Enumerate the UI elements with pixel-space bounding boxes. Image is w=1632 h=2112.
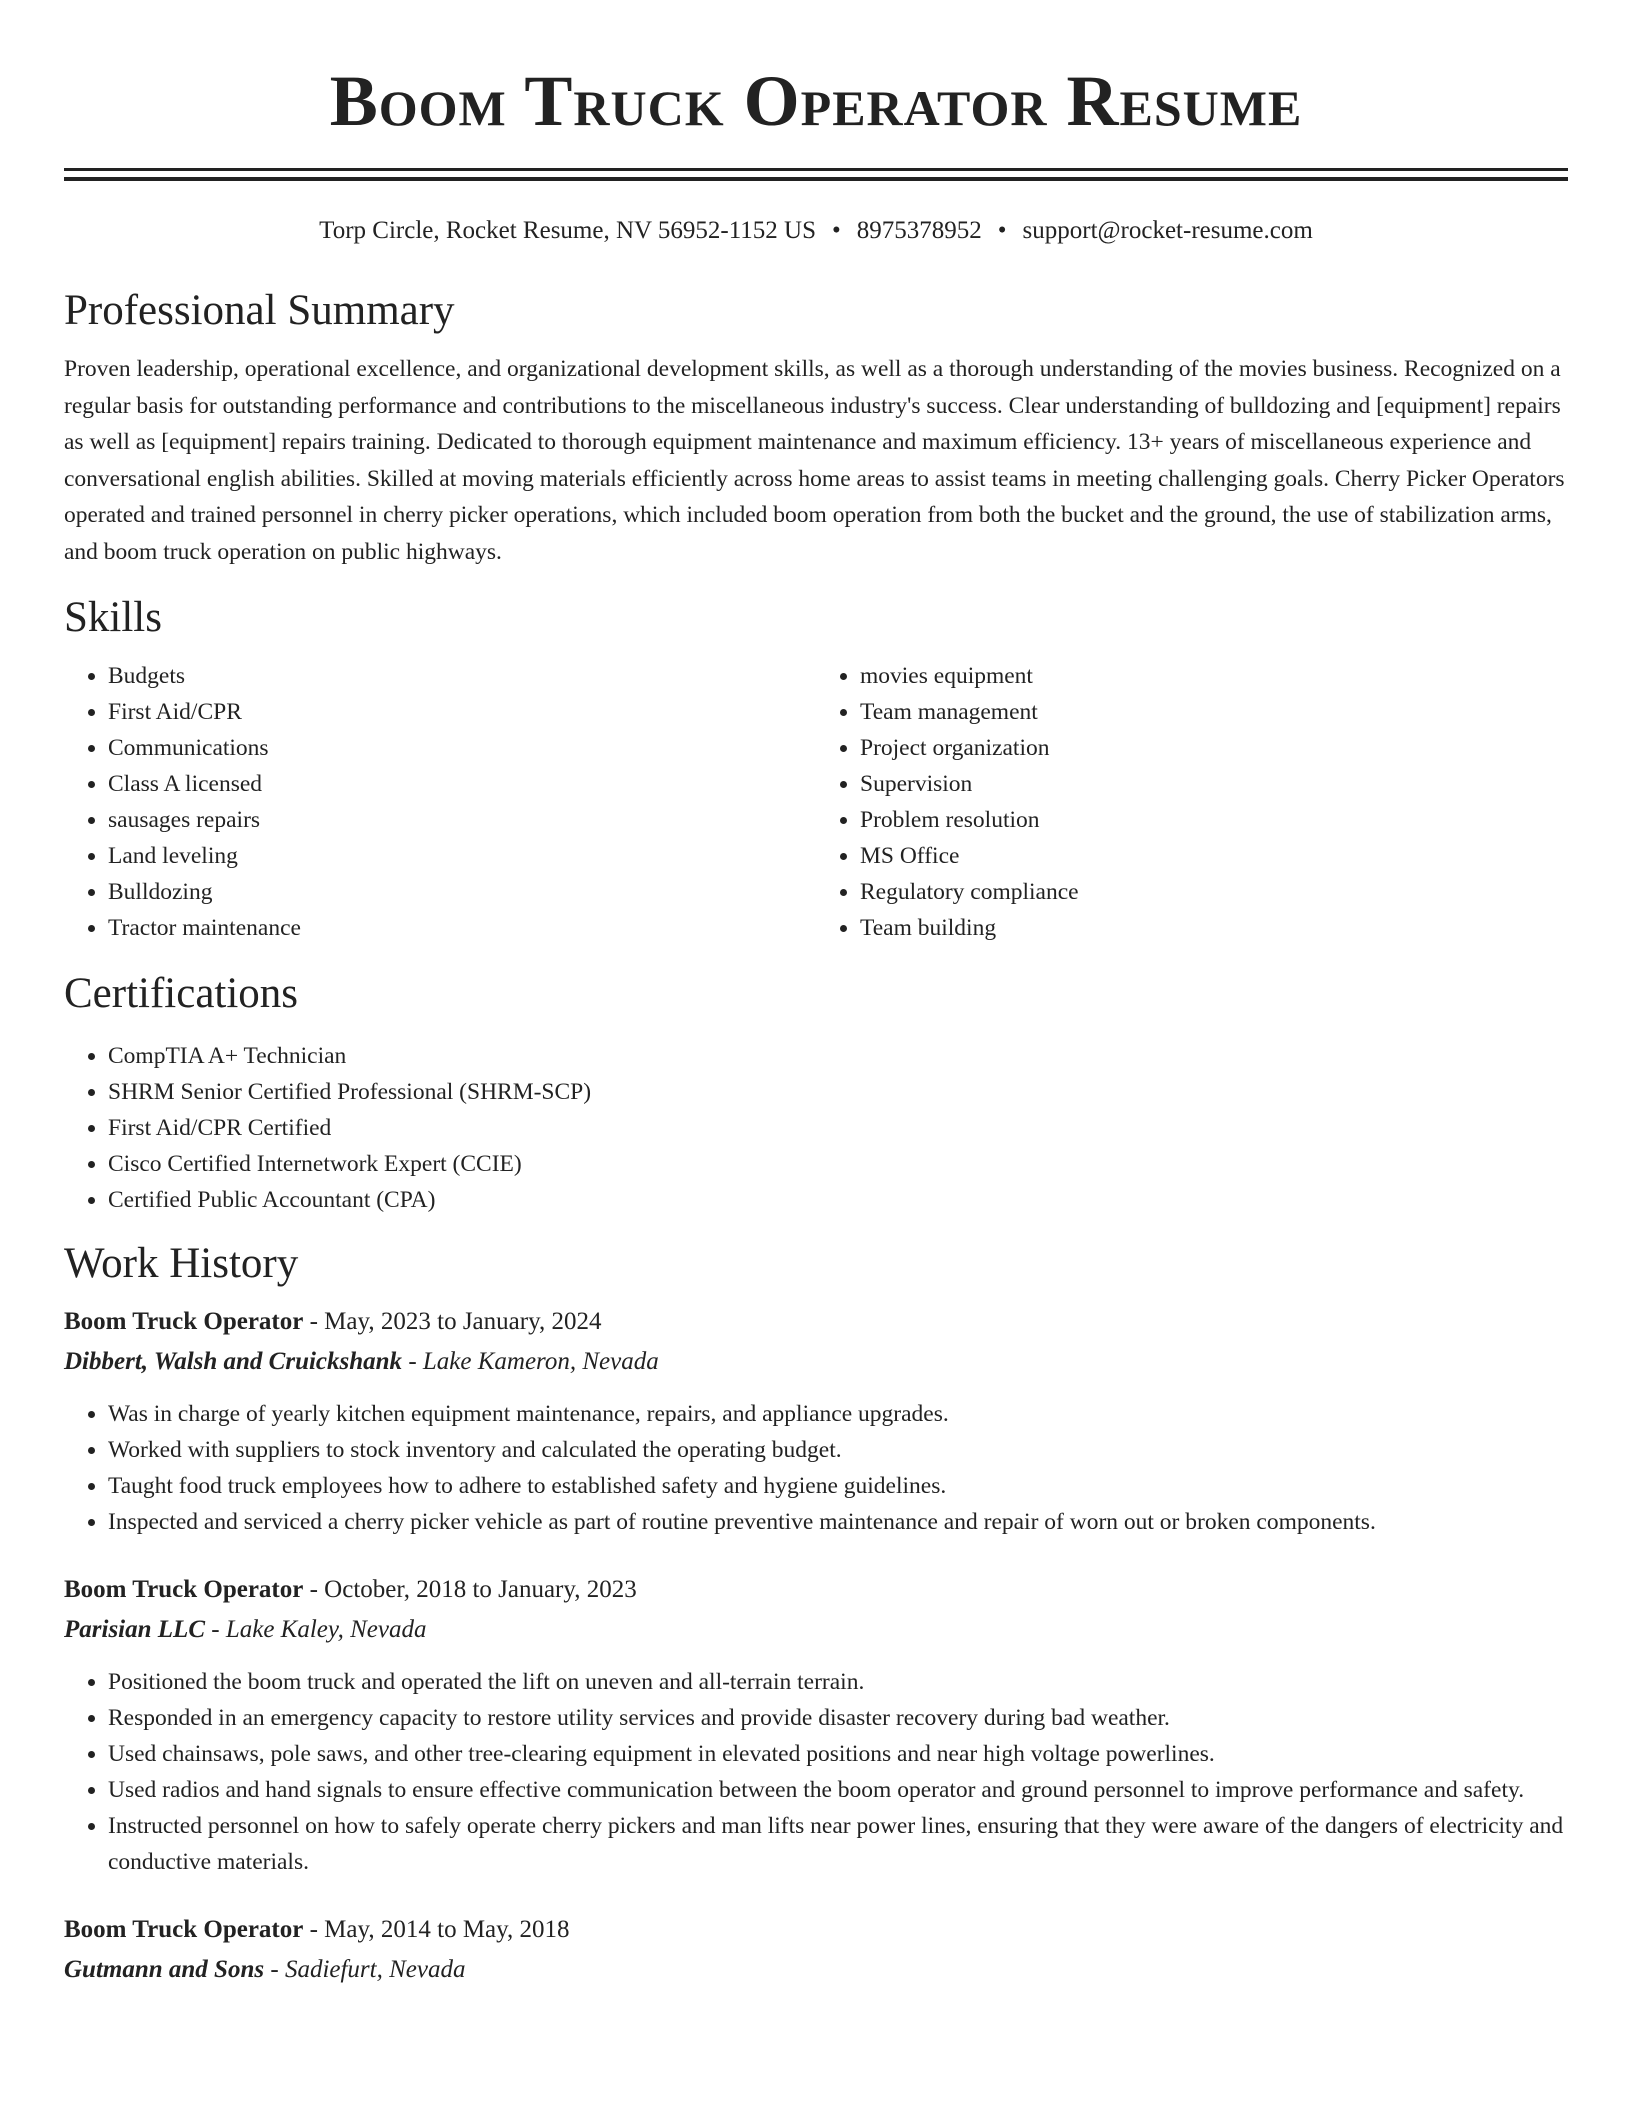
skills-list-left <box>64 658 816 946</box>
job-company-line <box>64 1610 1568 1650</box>
certifications-heading: Certifications <box>64 970 299 1017</box>
skill-item: • Communications <box>108 730 816 766</box>
job-dates: October, 2018 to January, 2023 <box>324 1576 637 1603</box>
certification-item: • Cisco Certified Internetwork Expert (CCIE) <box>108 1146 1568 1182</box>
skill-item: • movies equipment <box>860 658 1568 694</box>
job-bullets <box>64 1664 1568 1880</box>
skills-heading: Skills <box>64 594 162 641</box>
job-dash: - <box>408 1348 417 1375</box>
job-role: Boom Truck Operator <box>64 1916 304 1943</box>
contact-separator: • <box>831 217 841 244</box>
skill-item: • Problem resolution <box>860 802 1568 838</box>
job-bullet: • Was in charge of yearly kitchen equipment maintenance, repairs, and appliance upgrades. <box>108 1396 1568 1432</box>
job-company-line <box>64 1342 1568 1382</box>
certification-item: • Certified Public Accountant (CPA) <box>108 1182 1568 1218</box>
job-dash: - <box>309 1308 318 1335</box>
job-dash: - <box>309 1916 318 1943</box>
job-role: Boom Truck Operator <box>64 1308 304 1335</box>
job-role: Boom Truck Operator <box>64 1576 304 1603</box>
summary-heading: Professional Summary <box>64 287 455 334</box>
skills-list-right <box>816 658 1568 946</box>
skill-item: • Regulatory compliance <box>860 874 1568 910</box>
job-location: Sadiefurt, Nevada <box>284 1956 466 1983</box>
job-header <box>64 1570 1568 1610</box>
job-bullet: • Responded in an emergency capacity to restore utility services and provide disaster recovery during bad weather. <box>108 1700 1568 1736</box>
contact-address: Torp Circle, Rocket Resume, NV 56952-1152 US <box>319 217 816 244</box>
certification-item: • SHRM Senior Certified Professional (SHRM-SCP) <box>108 1074 1568 1110</box>
work-history-heading: Work History <box>64 1240 299 1287</box>
job-dash: - <box>270 1956 279 1983</box>
certifications-list <box>64 1038 1568 1218</box>
job-dates: May, 2014 to May, 2018 <box>324 1916 570 1943</box>
contact-line <box>64 215 1568 247</box>
job-company: Dibbert, Walsh and Cruickshank <box>64 1348 403 1375</box>
skill-item: • Project organization <box>860 730 1568 766</box>
job-bullets <box>64 1396 1568 1540</box>
page-title: Boom Truck Operator Resume <box>329 61 1303 141</box>
job-bullet: • Taught food truck employees how to adhere to established safety and hygiene guidelines. <box>108 1468 1568 1504</box>
contact-email: support@rocket-resume.com <box>1022 217 1313 244</box>
skill-item: • MS Office <box>860 838 1568 874</box>
skill-item: • Class A licensed <box>108 766 816 802</box>
job-entry <box>64 1570 1568 1880</box>
job-bullet: • Used chainsaws, pole saws, and other tree-clearing equipment in elevated positions and near high voltage powerlines. <box>108 1736 1568 1772</box>
title-rule-bottom <box>64 177 1568 181</box>
job-company-line <box>64 1950 1568 1990</box>
skills-grid <box>64 658 1568 946</box>
job-bullet: • Used radios and hand signals to ensure effective communication between the boom operator and ground personnel to improve performance and safety. <box>108 1772 1568 1808</box>
job-bullet: • Inspected and serviced a cherry picker vehicle as part of routine preventive maintenance and repair of worn out or broken components. <box>108 1504 1568 1540</box>
contact-phone: 8975378952 <box>856 217 982 244</box>
job-dates: May, 2023 to January, 2024 <box>324 1308 602 1335</box>
skill-item: • First Aid/CPR <box>108 694 816 730</box>
job-dash: - <box>211 1616 220 1643</box>
job-bullet: • Instructed personnel on how to safely operate cherry pickers and man lifts near power lines, ensuring that they were aware of the dangers of electricity and conductive materials. <box>108 1808 1568 1880</box>
summary-text: Proven leadership, operational excellence, and organizational development skills, as well as a thorough understanding of the movies business. Recognized on a regular basis for outstanding performance and contributions to the miscellaneous industry's success. Clear understanding of bulldozing and [equipment] repairs as well as [equipment] repairs training. Dedicated to thorough equipment maintenance and maximum efficiency. 13+ years of miscellaneous experience and conversational english abilities. Skilled at moving materials efficiently across home areas to assist teams in meeting challenging goals. Cherry Picker Operators operated and trained personnel in cherry picker operations, which included boom operation from both the bucket and the ground, the use of stabilization arms, and boom truck operation on public highways. <box>64 356 1565 565</box>
job-bullet: • Worked with suppliers to stock inventory and calculated the operating budget. <box>108 1432 1568 1468</box>
contact-separator: • <box>997 217 1007 244</box>
skill-item: • Team management <box>860 694 1568 730</box>
skill-item: • Supervision <box>860 766 1568 802</box>
job-bullet: • Positioned the boom truck and operated the lift on uneven and all-terrain terrain. <box>108 1664 1568 1700</box>
job-location: Lake Kameron, Nevada <box>422 1348 659 1375</box>
job-header <box>64 1302 1568 1342</box>
title-rule-top <box>64 168 1568 171</box>
job-company: Parisian LLC <box>64 1616 205 1643</box>
job-company: Gutmann and Sons <box>64 1956 265 1983</box>
skill-item: • sausages repairs <box>108 802 816 838</box>
job-entry <box>64 1302 1568 1540</box>
certification-item: • CompTIA A+ Technician <box>108 1038 1568 1074</box>
skill-item: • Tractor maintenance <box>108 910 816 946</box>
skill-item: • Budgets <box>108 658 816 694</box>
certification-item: • First Aid/CPR Certified <box>108 1110 1568 1146</box>
skill-item: • Team building <box>860 910 1568 946</box>
skill-item: • Land leveling <box>108 838 816 874</box>
job-entry <box>64 1910 1568 1990</box>
job-location: Lake Kaley, Nevada <box>225 1616 427 1643</box>
skill-item: • Bulldozing <box>108 874 816 910</box>
job-header <box>64 1910 1568 1950</box>
job-dash: - <box>309 1576 318 1603</box>
